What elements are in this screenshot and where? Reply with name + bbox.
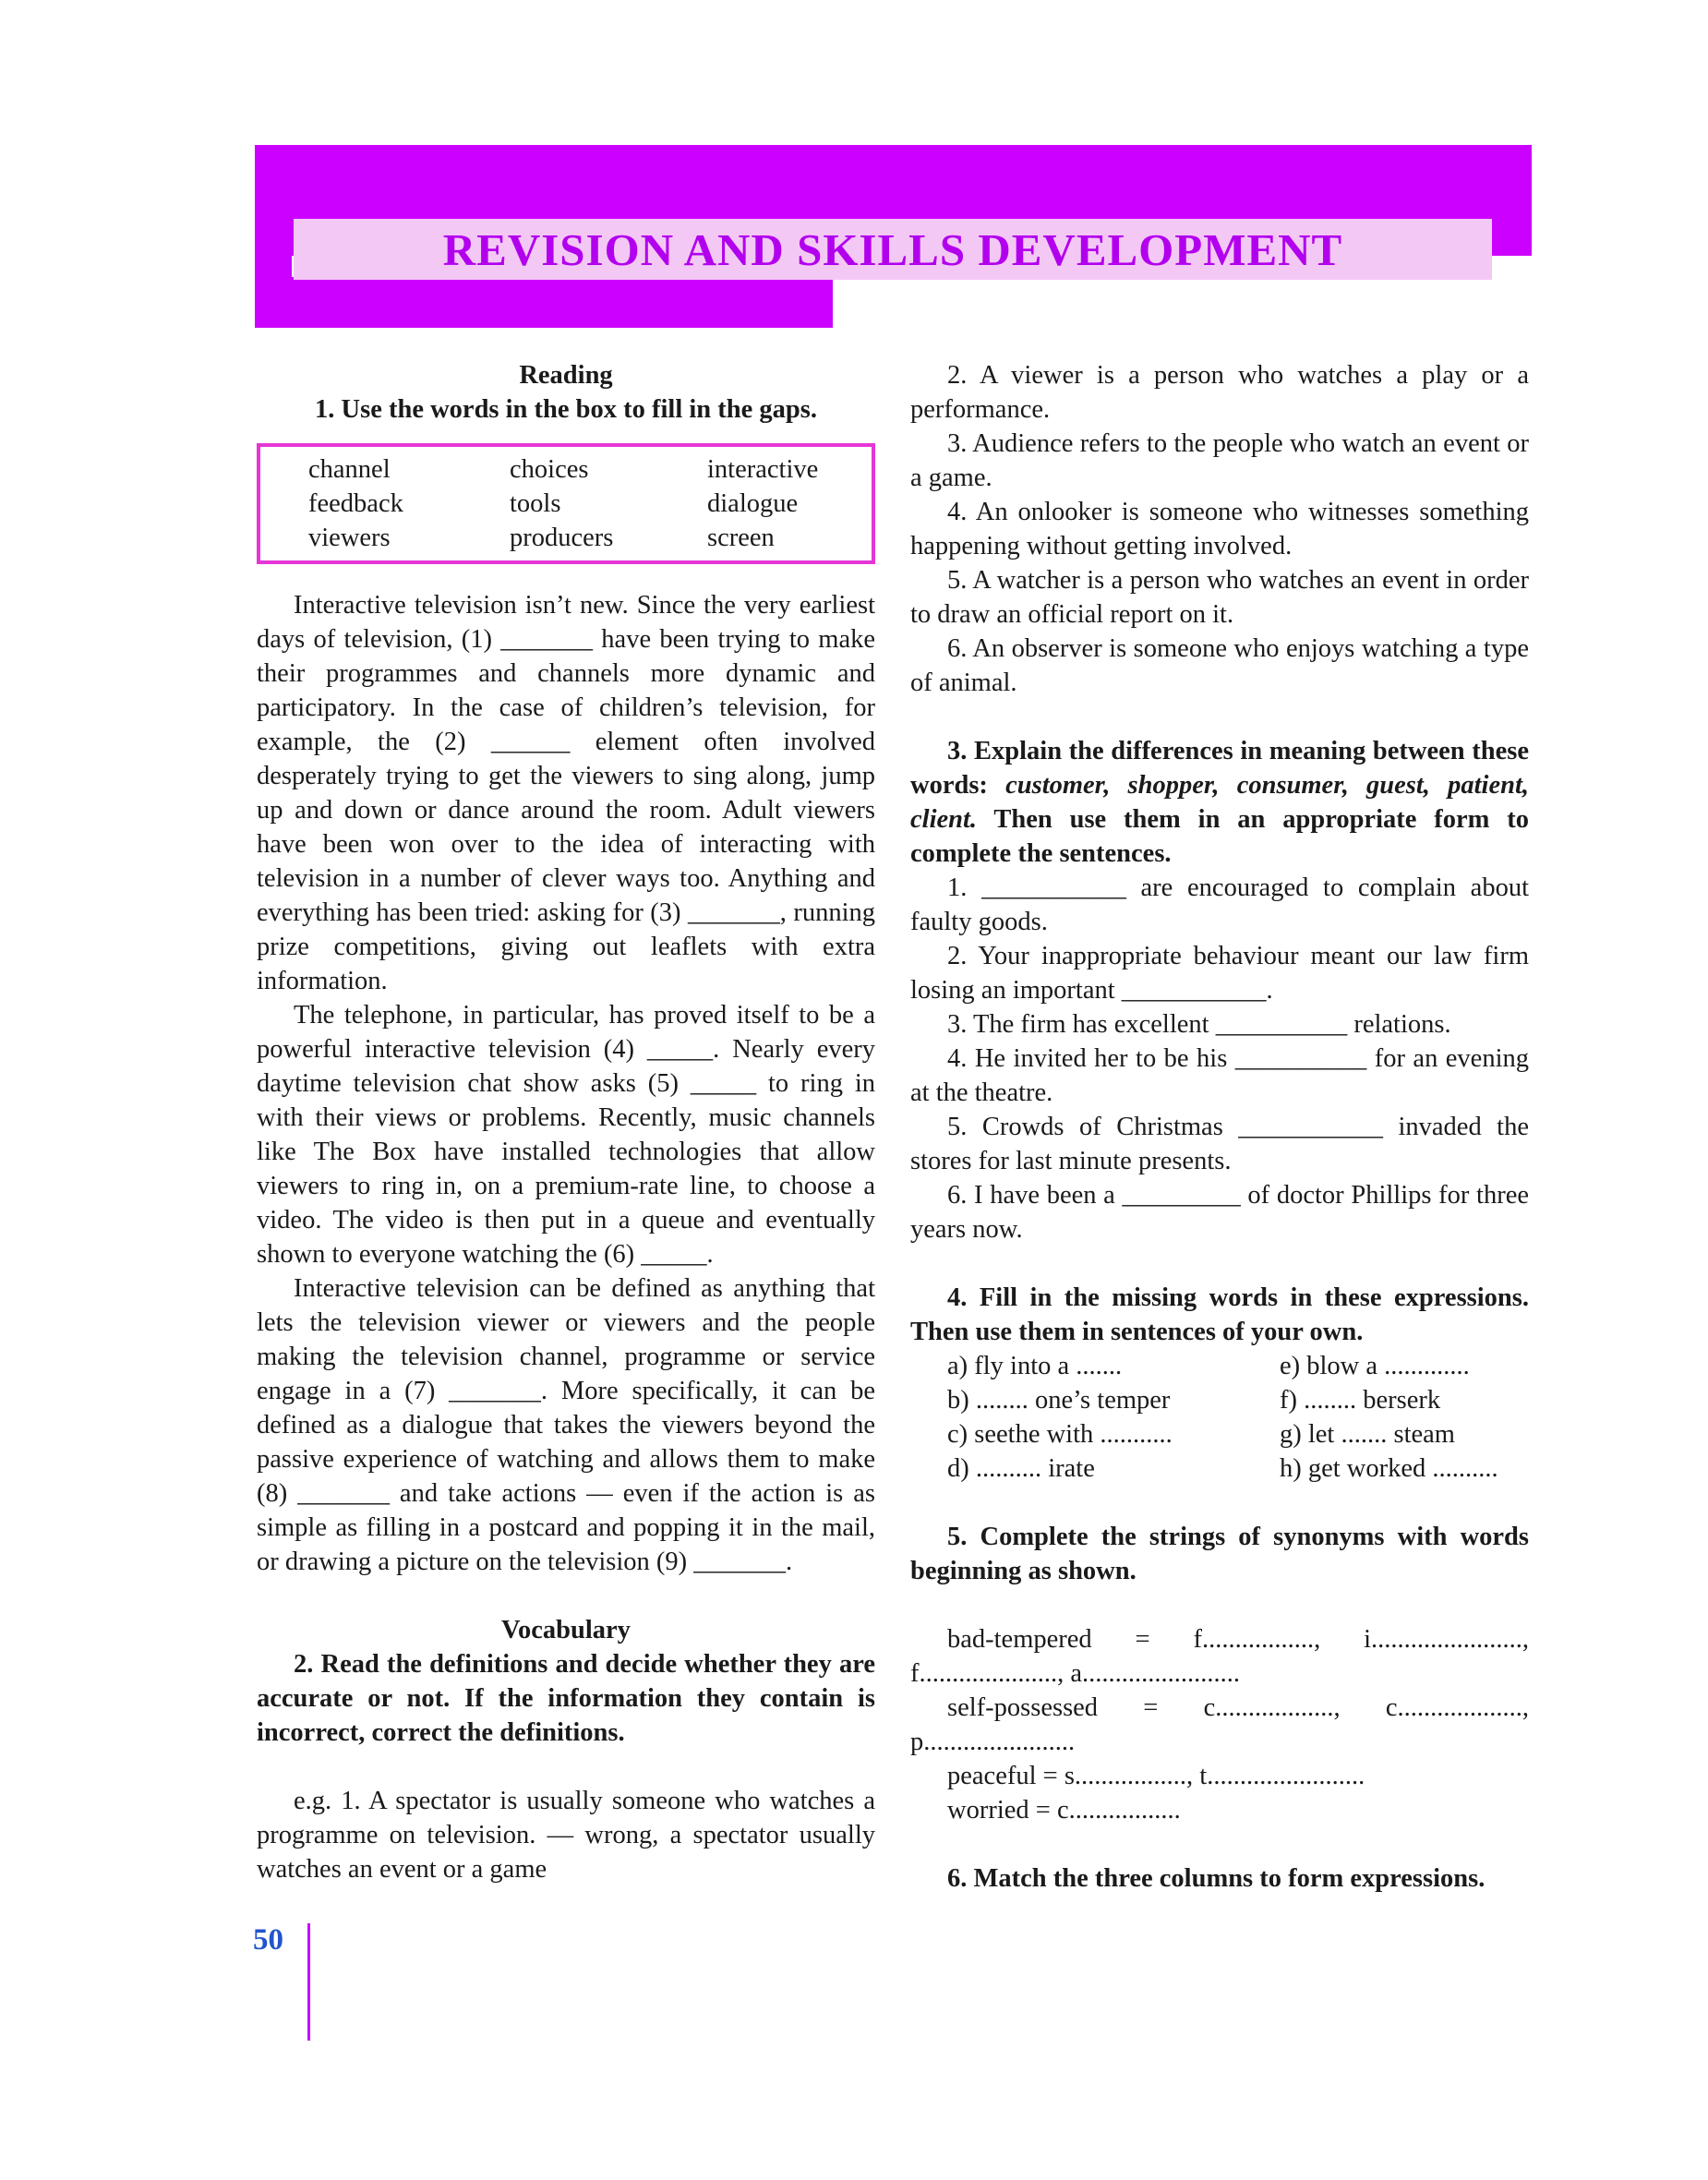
word-box-item: screen (707, 524, 775, 552)
word-box-item: interactive (707, 455, 819, 484)
exercise-1-title: 1. Use the words in the box to fill in the gaps. (315, 395, 817, 424)
exercise-3-item: 6. I have been a _________ of doctor Phillips for three years now. (910, 1181, 1529, 1244)
expression-item: c) seethe with ........... (947, 1420, 1173, 1449)
left-column (257, 358, 875, 1886)
expression-item: f) ........ berserk (1280, 1386, 1441, 1415)
synonym-string: worried = c................. (947, 1796, 1181, 1825)
word-box (257, 443, 875, 564)
exercise-3-item: 4. He invited her to be his __________ for an evening at the theatre. (910, 1044, 1529, 1107)
exercise-2-title: 2. Read the definitions and decide whether they are accurate or not. If the information they contain is incorrect, correct the definitions. (257, 1650, 875, 1747)
synonym-string: bad-tempered = f................., i......................., f....................., a........................ (910, 1625, 1529, 1688)
page-number: 50 (253, 1923, 283, 1957)
reading-heading: Reading (519, 361, 613, 390)
word-box-item: producers (510, 524, 614, 552)
expression-item: h) get worked .......... (1280, 1454, 1498, 1483)
exercise-2-item: 4. An onlooker is someone who witnesses something happening without getting involved. (910, 498, 1529, 560)
reading-paragraph-2: The telephone, in particular, has proved itself to be a powerful interactive television (4) _____. Nearly every daytime television chat show asks (5) _____ to ring in with their views or problems. Recently, music channels like The Box have installed technologies that allow viewers to ring in, on a premium-rate line, to choose a video. The video is then put in a queue and eventually shown to everyone watching the (6) _____. (257, 1001, 875, 1269)
word-box-item: dialogue (707, 489, 799, 518)
exercise-2-item: 3. Audience refers to the people who watch an event or a game. (910, 429, 1529, 492)
exercise-2-item: 2. A viewer is a person who watches a play or a performance. (910, 361, 1529, 424)
exercise-6-title: 6. Match the three columns to form expressions. (947, 1864, 1485, 1893)
header-title-box (294, 219, 1492, 280)
expression-item: g) let ....... steam (1280, 1420, 1455, 1449)
exercise-3-title-a: 3. Explain the differences in meaning between these words: (910, 737, 1529, 800)
word-box-item: choices (510, 455, 589, 484)
exercise-2-item: 6. An observer is someone who enjoys watching a type of animal. (910, 634, 1529, 697)
header-banner-bottom (255, 277, 833, 328)
expression-item: a) fly into a ....... (947, 1352, 1123, 1380)
word-box-item: feedback (308, 489, 403, 518)
expression-item: d) .......... irate (947, 1454, 1095, 1483)
word-box-item: tools (510, 489, 561, 518)
synonym-string: peaceful = s................., t........................ (947, 1762, 1365, 1790)
reading-paragraph-3: Interactive television can be defined as anything that lets the television viewer or viewers and the people making the television channel, programme or service engage in a (7) _______. More specifically, it can be defined as a dialogue that takes the viewers beyond the passive experience of watching and allows them to make (8) _______ and take actions — even if the action is as simple as filling in a postcard and popping it in the mail, or drawing a picture on the television (9) _______. (257, 1274, 875, 1576)
exercise-4-expressions (910, 1349, 1529, 1486)
word-box-item: channel (308, 455, 391, 484)
exercise-3-title (910, 734, 1529, 871)
exercise-3-item: 2. Your inappropriate behaviour meant our law firm losing an important ___________. (910, 942, 1529, 1005)
vocabulary-heading: Vocabulary (501, 1616, 631, 1644)
page-title: REVISION AND SKILLS DEVELOPMENT (442, 223, 1343, 275)
page-number-rule (307, 1923, 310, 2041)
word-box-item: viewers (308, 524, 391, 552)
exercise-3-item: 5. Crowds of Christmas ___________ invaded the stores for last minute presents. (910, 1113, 1529, 1175)
exercise-3-item: 3. The firm has excellent __________ relations. (947, 1010, 1451, 1039)
exercise-2-example: e.g. 1. A spectator is usually someone who watches a programme on television. — wrong, a spectator usually watches an event or a game (257, 1787, 875, 1884)
exercise-3-title-b: Then use them in an appropriate form to complete the sentences. (910, 805, 1529, 868)
reading-paragraph-1: Interactive television isn’t new. Since the very earliest days of television, (1) _______ have been trying to make their programmes and channels more dynamic and participatory. In the case of children’s television, for example, the (2) ______ element often involved desperately trying to get the viewers to sing along, jump up and down or dance around the room. Adult viewers have been won over to the idea of interacting with television in a number of clever ways too. Anything and everything has been tried: asking for (3) _______, running prize competitions, giving out leaflets with extra information. (257, 591, 875, 995)
exercise-3-words: customer, shopper, consumer, guest, patient, client. (910, 771, 1529, 834)
expression-item: b) ........ one’s temper (947, 1386, 1171, 1415)
exercise-2-item: 5. A watcher is a person who watches an event in order to draw an official report on it. (910, 566, 1529, 629)
synonym-string: self-possessed = c.................., c..................., p....................... (910, 1693, 1529, 1756)
right-column (910, 358, 1529, 1896)
exercise-4-title: 4. Fill in the missing words in these expressions. Then use them in sentences of your own. (910, 1283, 1529, 1346)
expression-item: e) blow a ............. (1280, 1352, 1470, 1380)
exercise-5-title: 5. Complete the strings of synonyms with words beginning as shown. (910, 1523, 1529, 1585)
exercise-3-item: 1. ___________ are encouraged to complain about faulty goods. (910, 873, 1529, 936)
